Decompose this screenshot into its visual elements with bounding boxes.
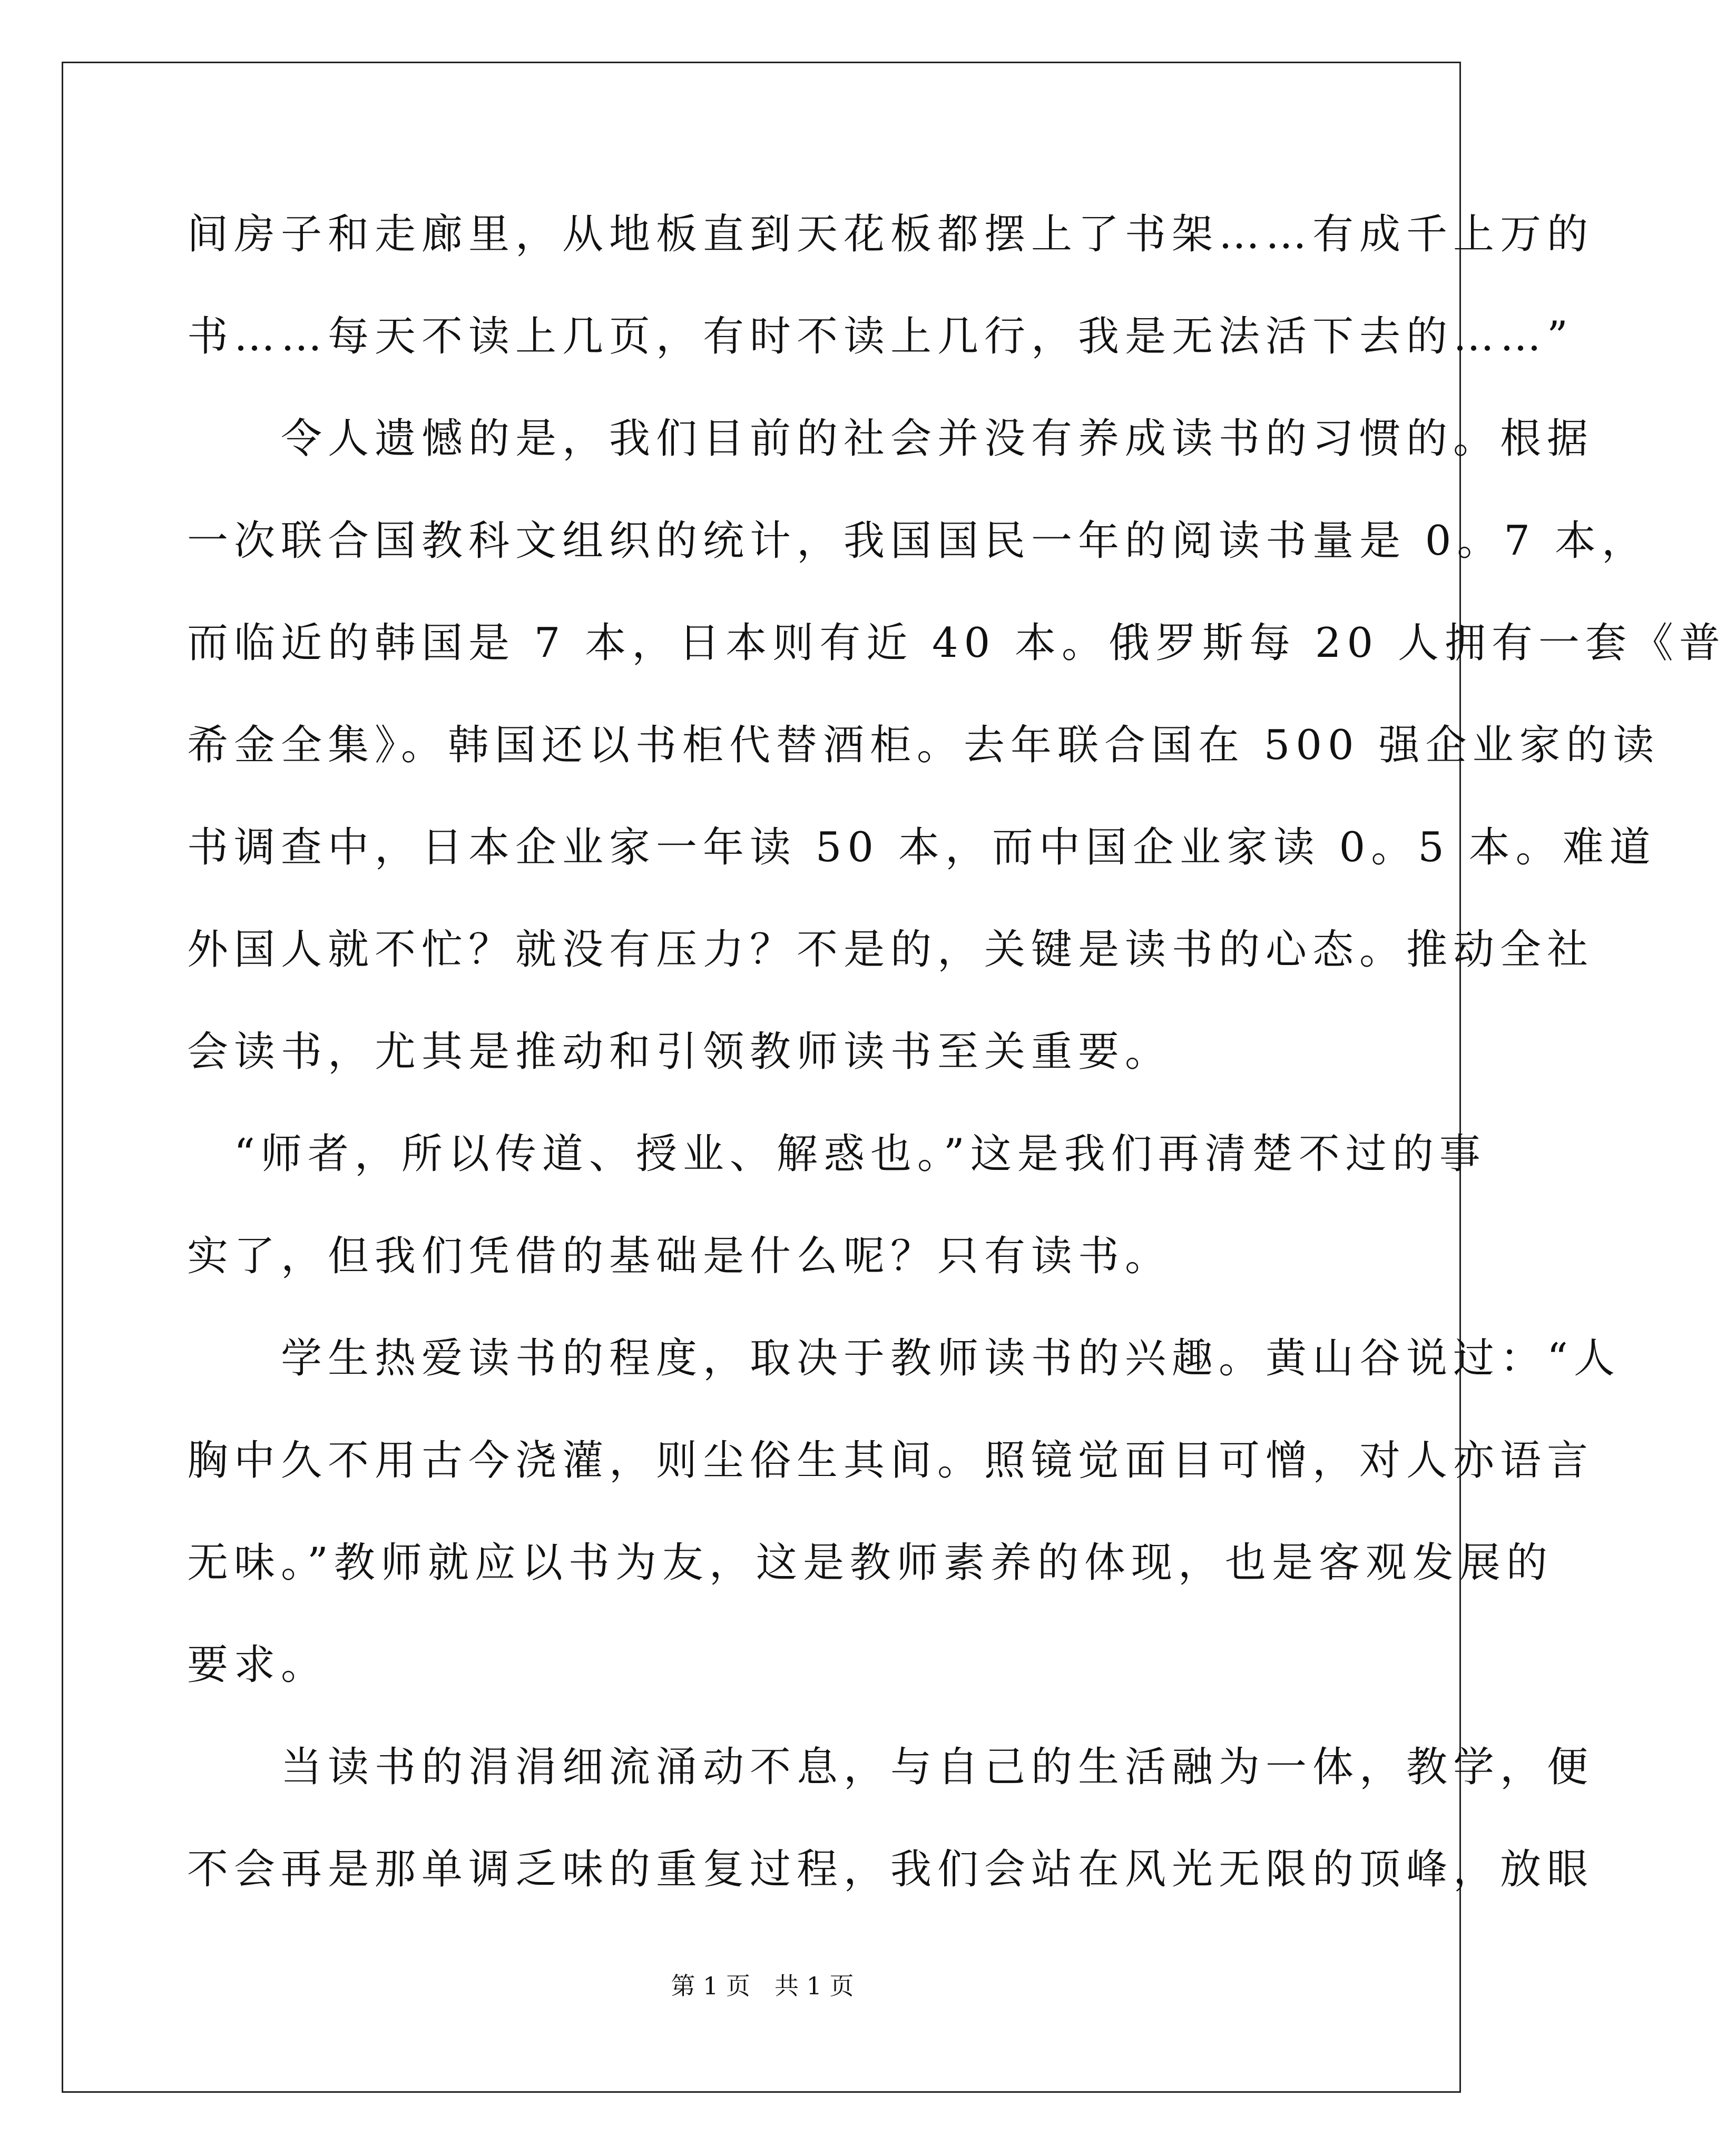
text-line-14: 无味。”教师就应以书为友，这是教师素养的体现，也是客观发展的 [187, 1539, 1553, 1587]
text-line-8: 外国人就不忙？就没有压力？不是的，关键是读书的心态。推动全社 [187, 926, 1594, 973]
text-line-2: 书……每天不读上几页，有时不读上几行，我是无法活下去的……” [187, 313, 1574, 360]
text-line-5: 而临近的韩国是 7 本，日本则有近 40 本。俄罗斯每 20 人拥有一套《普 [187, 619, 1726, 667]
document-body [187, 203, 1726, 1940]
text-line-9: 会读书，尤其是推动和引领教师读书至关重要。 [187, 1028, 1172, 1076]
text-line-12: 学生热爱读书的程度，取决于教师读书的兴趣。黄山谷说过：“人 [187, 1335, 1621, 1382]
text-line-15: 要求。 [187, 1641, 328, 1689]
text-line-6: 希金全集》。韩国还以书柜代替酒柜。去年联合国在 500 强企业家的读 [187, 722, 1660, 769]
text-line-4: 一次联合国教科文组织的统计，我国国民一年的阅读书量是 0。7 本， [187, 517, 1649, 565]
text-line-7: 书调查中，日本企业家一年读 50 本，而中国企业家读 0。5 本。难道 [187, 824, 1656, 871]
text-line-11: 实了，但我们凭借的基础是什么呢？只有读书。 [187, 1233, 1172, 1280]
text-line-13: 胸中久不用古今浇灌，则尘俗生其间。照镜觉面目可憎，对人亦语言 [187, 1437, 1594, 1484]
page-footer: 第 1 页 共 1 页 [671, 1972, 854, 2000]
text-line-1: 间房子和走廊里，从地板直到天花板都摆上了书架……有成千上万的 [187, 211, 1594, 258]
text-line-10: “师者，所以传道、授业、解惑也。”这是我们再清楚不过的事 [187, 1130, 1486, 1178]
text-line-17: 不会再是那单调乏味的重复过程，我们会站在风光无限的顶峰，放眼 [187, 1846, 1594, 1893]
text-line-3: 令人遗憾的是，我们目前的社会并没有养成读书的习惯的。根据 [187, 415, 1594, 462]
text-line-16: 当读书的涓涓细流涌动不息，与自己的生活融为一体，教学，便 [187, 1744, 1594, 1791]
